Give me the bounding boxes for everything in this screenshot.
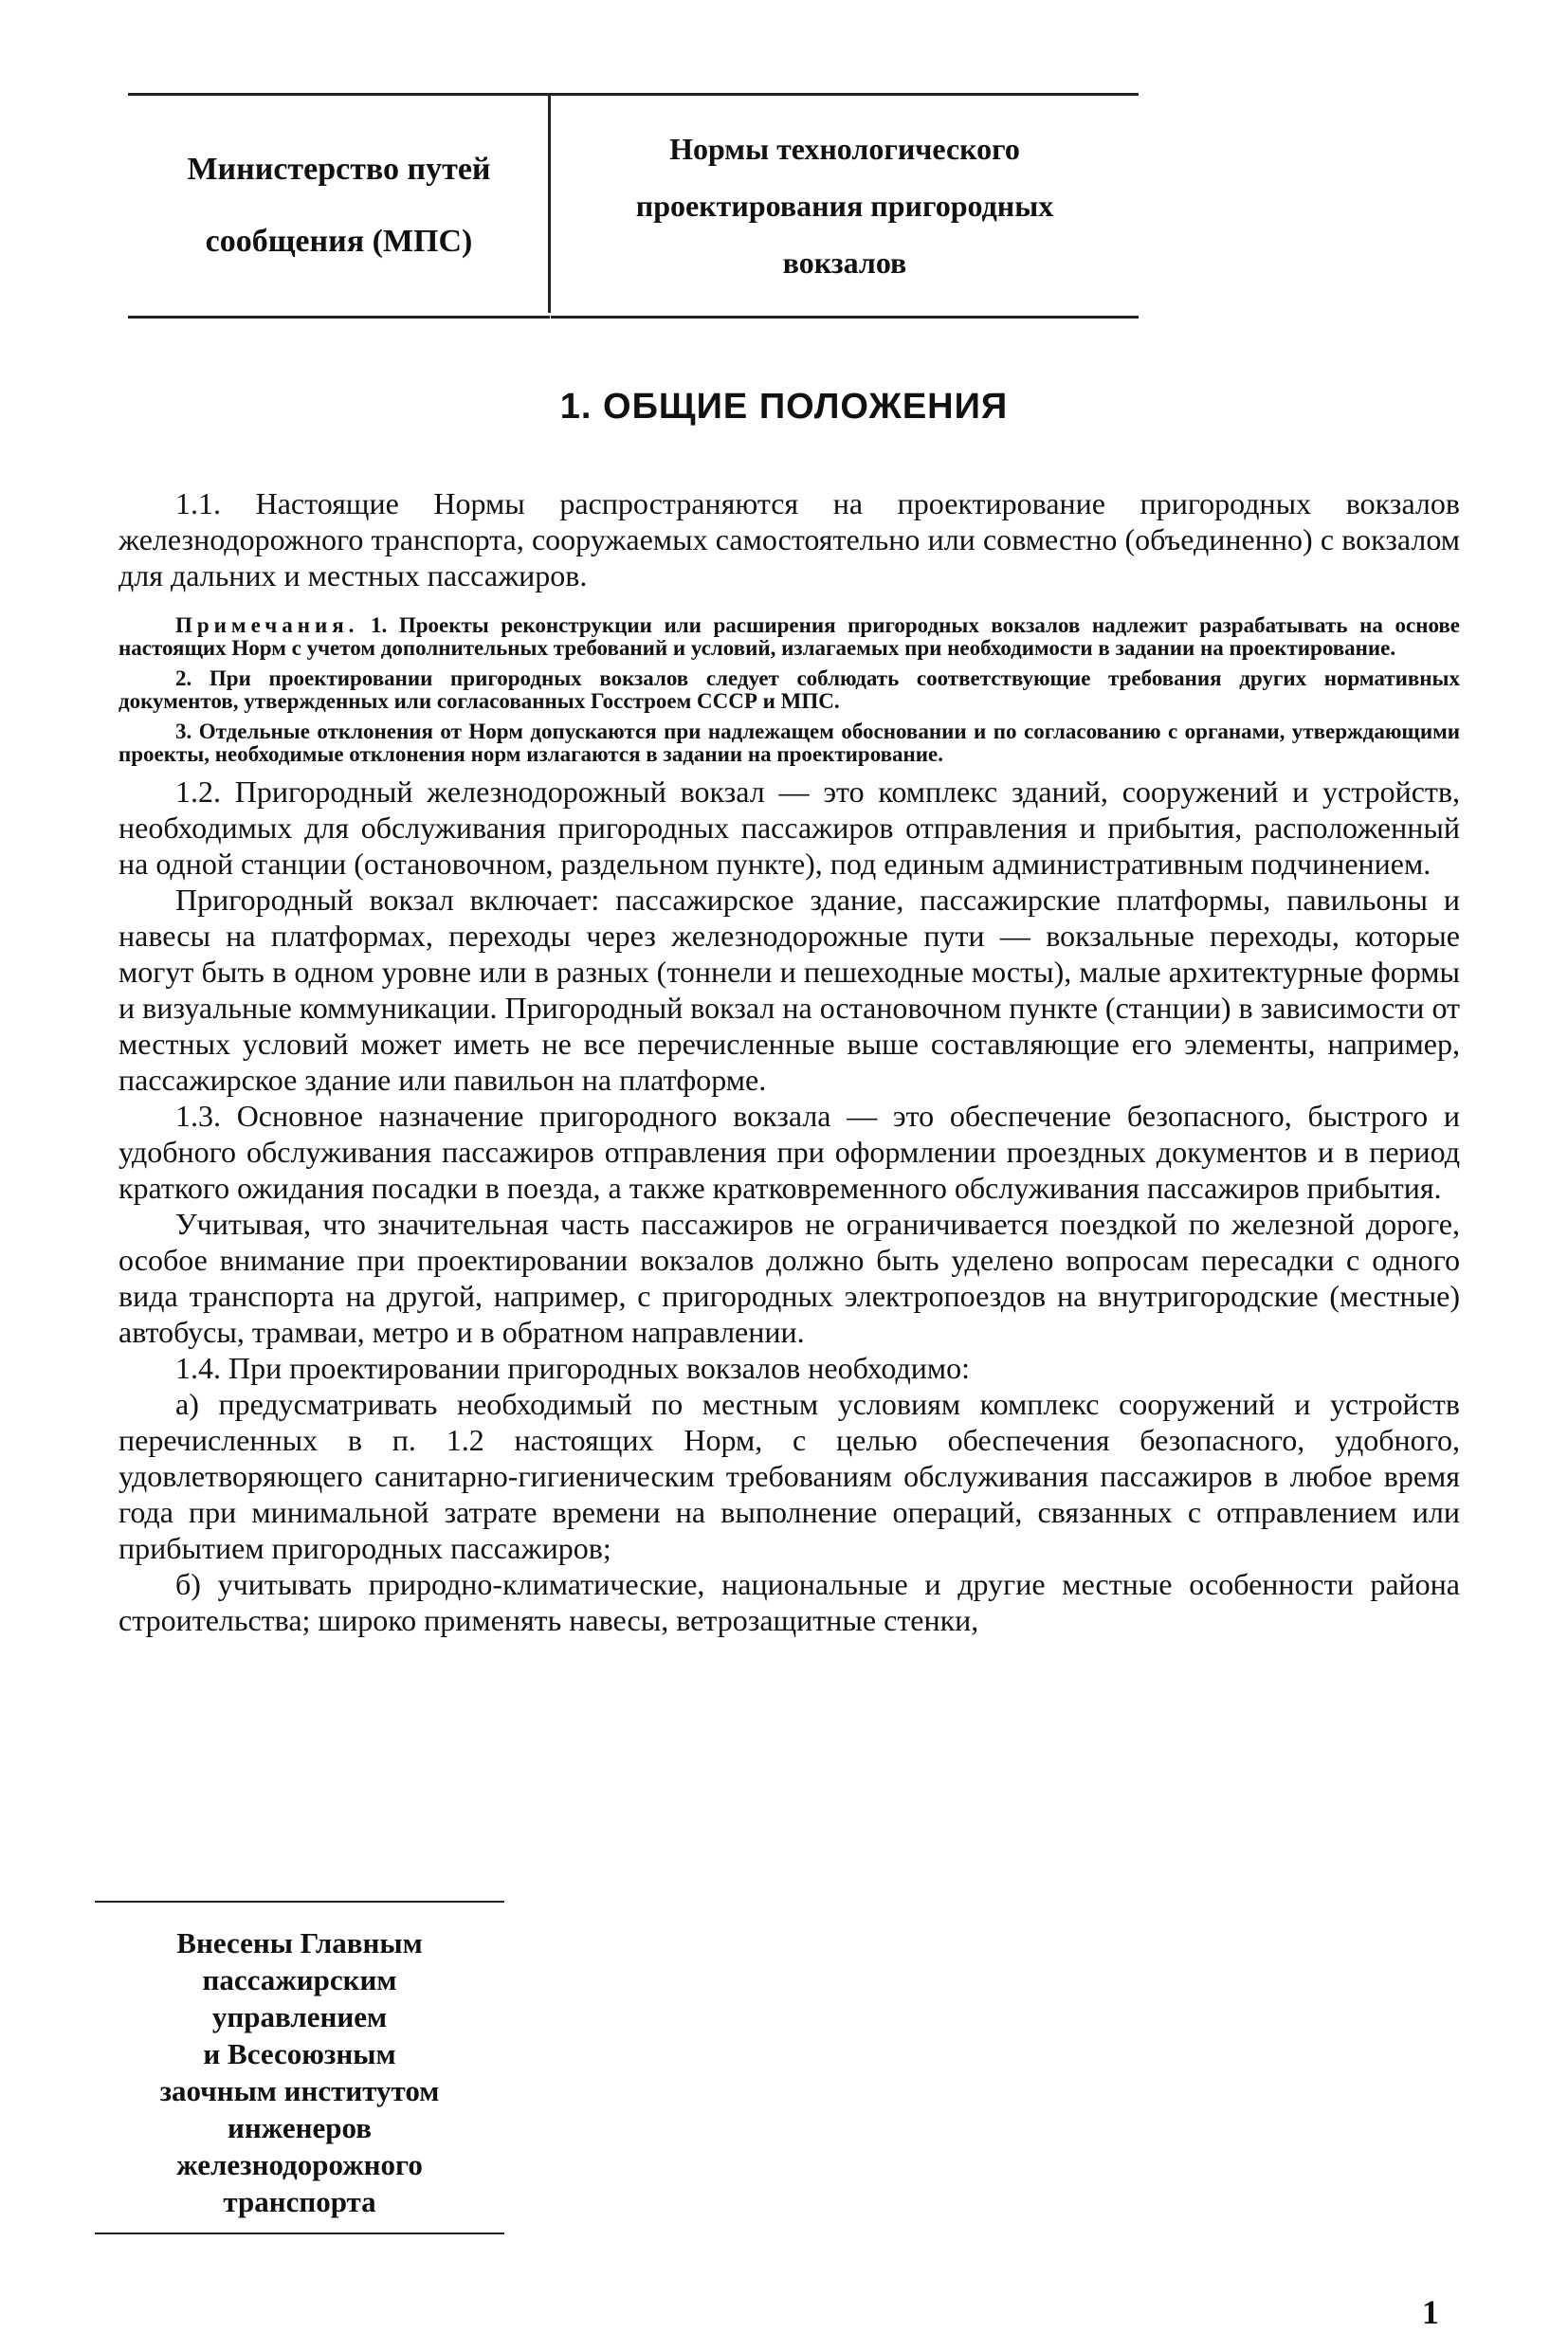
header-document-title xyxy=(551,93,1139,319)
header-ministry xyxy=(128,93,550,319)
section-title: 1. ОБЩИЕ ПОЛОЖЕНИЯ xyxy=(559,387,1009,427)
footer-line-5: заочным институтом xyxy=(159,2074,440,2107)
note-2: 2. При проектировании пригородных вокзалов следует соблюдать соответствующие требования других нормативных документов, утвержденных или согласованных Госстроем СССР и МПС. xyxy=(119,666,1460,713)
paragraph-1-1: 1.1. Настоящие Нормы распространяются на проектирование пригородных вокзалов железнодорожного транспорта, сооружаемых самостоятельно или совместно (объединенно) с вокзалом для дальних и местных пассажиров. xyxy=(119,486,1460,592)
header-ministry-line-2: сообщения (МПС) xyxy=(205,224,473,259)
note-3: 3. Отдельные отклонения от Норм допускаются при надлежащем обосновании и по согласованию с органами, утверждающими проекты, необходимые отклонения норм излагаются в задании на проектирование. xyxy=(119,720,1460,766)
note-1-text: 1. Проекты реконструкции или расширения пригородных вокзалов надлежит разрабатывать на основе настоящих Норм с учетом дополнительных требований и условий, излагаемых при необходимости в задании на проектирование. xyxy=(119,613,1460,660)
footer-line-1: Внесены Главным xyxy=(176,1926,423,1959)
footer-line-4: и Всесоюзным xyxy=(203,2037,396,2070)
paragraph-1-4: 1.4. При проектировании пригородных вокзалов необходимо: xyxy=(175,1351,971,1385)
body-text xyxy=(119,485,1460,1638)
paragraph-1-2-continued: Пригородный вокзал включает: пассажирское здание, пассажирские платформы, павильоны и навесы на платформах, переходы через железнодорожные пути — вокзальные переходы, которые могут быть в одном уровне или в разных (тоннели и пешеходные мосты), малые архитектурные формы и визуальные коммуникации. Пригородный вокзал на остановочном пункте (станции) в зависимости от местных условий может иметь не все перечисленные выше составляющие его элементы, например, пассажирское здание или павильон на платформе. xyxy=(119,883,1460,1097)
footer-line-3: управлением xyxy=(211,2000,388,2033)
footer-note xyxy=(95,1924,504,2220)
notes-label: Примечания. xyxy=(175,613,359,637)
footer-line-7: железнодорожного xyxy=(176,2148,423,2181)
header-title-line-3: вокзалов xyxy=(782,246,907,280)
paragraph-1-4-b: б) учитывать природно-климатические, национальные и другие местные особенности района строительства; широко применять навесы, ветрозащитные стенки, xyxy=(119,1567,1460,1637)
footer-line-2: пассажирским xyxy=(202,1963,397,1996)
page-number: 1 xyxy=(1422,2293,1439,2331)
header-ministry-line-1: Министерство путей xyxy=(187,152,491,187)
paragraph-1-3: 1.3. Основное назначение пригородного вокзала — это обеспечение безопасного, быстрого и удобного обслуживания пассажиров отправления при оформлении проездных документов и в период краткого ожидания посадки в поезда, а также кратковременного обслуживания пассажиров прибытия. xyxy=(119,1099,1460,1205)
footer-rule-bottom xyxy=(95,2233,504,2234)
header-title-line-1: Нормы технологического xyxy=(669,132,1020,166)
paragraph-1-3-continued: Учитывая, что значительная часть пассажиров не ограничивается поездкой по железной дороге, особое внимание при проектировании вокзалов должно быть уделено вопросам пересадки с одного вида транспорта на другой, например, с пригородных электропоездов на внутригородские (местные) автобусы, трамваи, метро и в обратном направлении. xyxy=(119,1207,1460,1349)
paragraph-1-4-a: а) предусматривать необходимый по местным условиям комплекс сооружений и устройств перечисленных в п. 1.2 настоящих Норм, с целью обеспечения безопасного, удобного, удовлетворяющего санитарно-гигиеническим требованиям обслуживания пассажиров в любое время года при минимальной затрате времени на выполнение операций, связанных с отправлением или прибытием пригородных пассажиров; xyxy=(119,1387,1460,1565)
footer-rule-top xyxy=(95,1901,504,1903)
footer-line-6: инженеров xyxy=(228,2111,372,2144)
note-1 xyxy=(119,614,1460,660)
footer-line-8: транспорта xyxy=(223,2185,376,2218)
header-title-line-2: проектирования пригородных xyxy=(635,189,1054,223)
paragraph-1-2: 1.2. Пригородный железнодорожный вокзал — это комплекс зданий, сооружений и устройств, необходимых для обслуживания пригородных пассажиров отправления и прибытия, расположенный на одной станции (остановочном, раздельном пункте), под единым административным подчинением. xyxy=(119,775,1460,881)
